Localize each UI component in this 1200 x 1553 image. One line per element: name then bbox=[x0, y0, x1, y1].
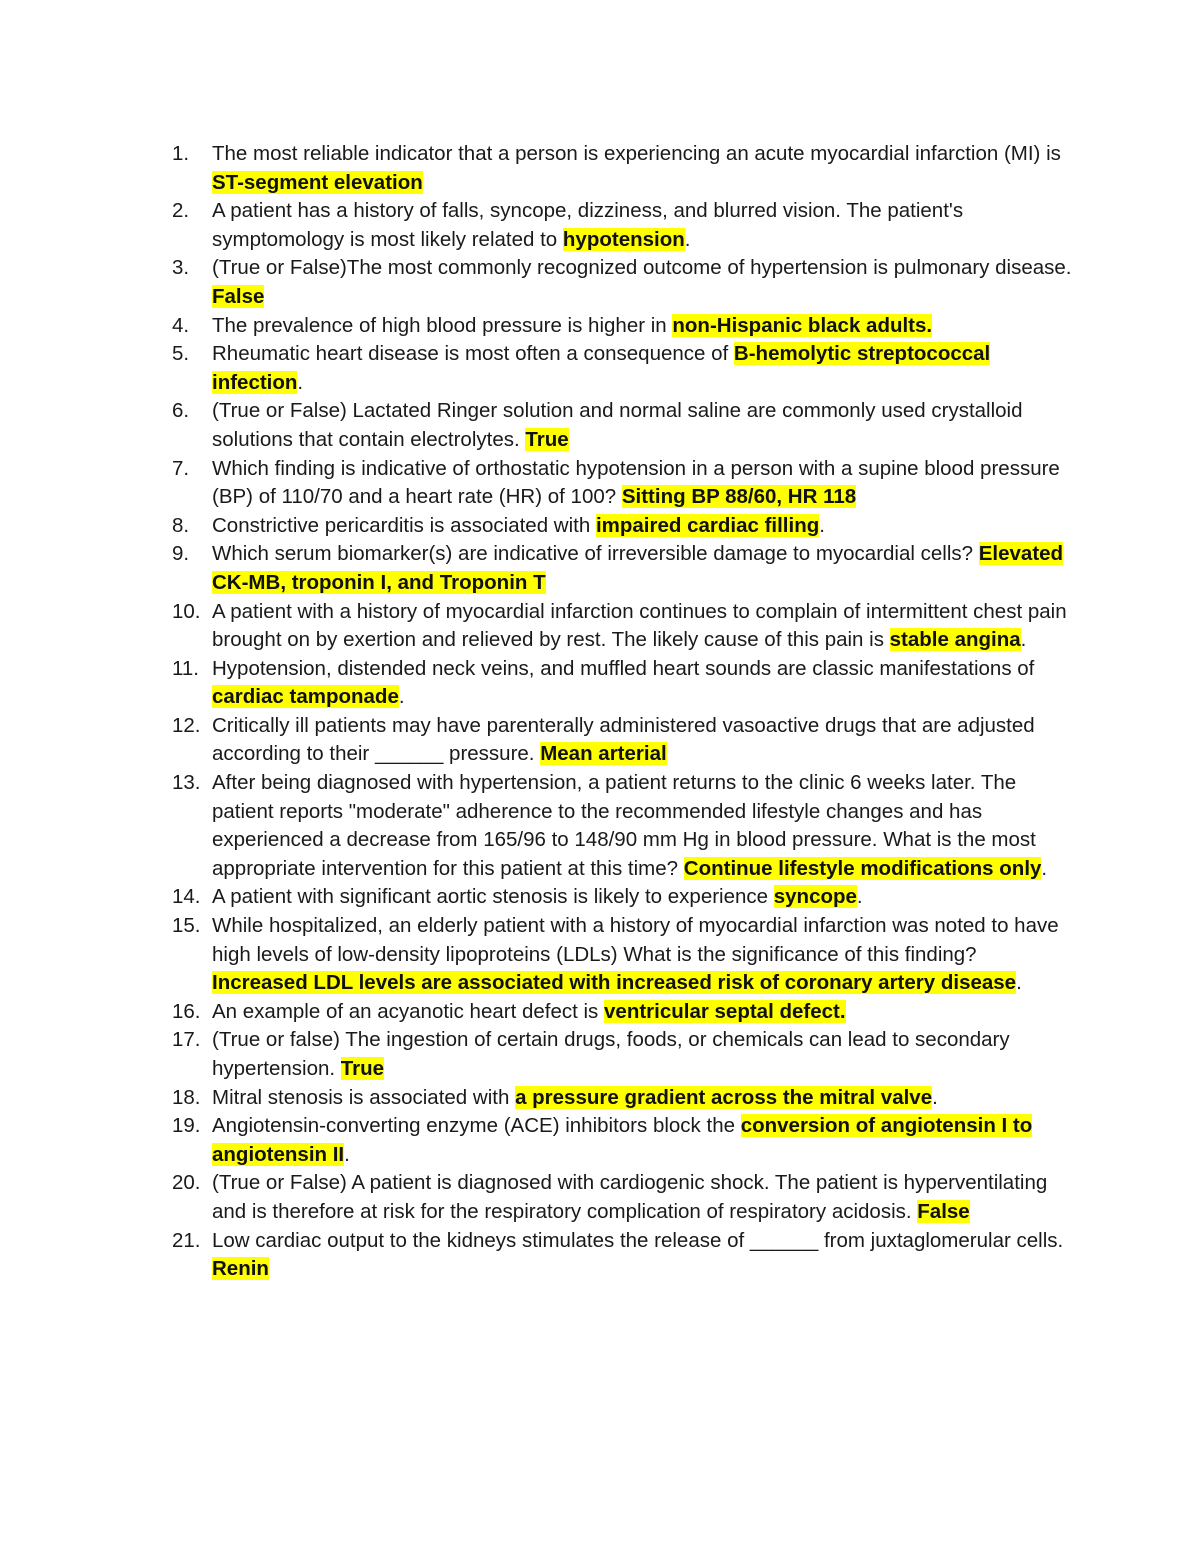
question-number: 20. bbox=[172, 1171, 201, 1195]
list-item bbox=[172, 712, 1072, 769]
question-number: 21. bbox=[172, 1228, 201, 1252]
list-item bbox=[172, 512, 1072, 541]
question-text: Critically ill patients may have parenterally administered vasoactive drugs that are adjusted according to their ______ pressure. bbox=[212, 713, 1035, 766]
list-item bbox=[172, 455, 1072, 512]
list-item bbox=[172, 1169, 1072, 1226]
list-item bbox=[172, 912, 1072, 998]
question-text: The prevalence of high blood pressure is higher in bbox=[212, 313, 673, 337]
question-text: . bbox=[819, 513, 825, 537]
question-number: 13. bbox=[172, 771, 201, 795]
question-number: 6. bbox=[172, 399, 190, 423]
question-number: 4. bbox=[172, 313, 190, 337]
highlighted-answer: Increased LDL levels are associated with increased risk of coronary artery disease bbox=[212, 971, 1017, 995]
list-item bbox=[172, 140, 1072, 197]
question-number: 15. bbox=[172, 914, 201, 938]
question-number: 1. bbox=[172, 142, 190, 165]
question-text: A patient has a history of falls, syncope, dizziness, and blurred vision. The patient's symptomology is most likely related to bbox=[212, 199, 964, 251]
question-text: . bbox=[1041, 856, 1048, 880]
question-number: 16. bbox=[172, 999, 201, 1023]
question-number: 11. bbox=[172, 656, 199, 680]
highlighted-answer: True bbox=[525, 427, 569, 451]
question-number: 12. bbox=[172, 713, 201, 737]
question-text: Constrictive pericarditis is associated with bbox=[212, 513, 596, 537]
highlighted-answer: cardiac tamponade bbox=[212, 685, 399, 709]
question-text: Mitral stenosis is associated with bbox=[212, 1085, 516, 1109]
list-item bbox=[172, 197, 1072, 254]
highlighted-answer: False bbox=[917, 1199, 970, 1223]
question-text: (True or False) Lactated Ringer solution and normal saline are commonly used crystalloid solutions that contain electrolytes. bbox=[212, 399, 1023, 451]
highlighted-answer: syncope bbox=[773, 885, 857, 909]
highlighted-answer: B-hemolytic streptococcal infection bbox=[212, 342, 991, 394]
highlighted-answer: Mean arterial bbox=[540, 742, 667, 766]
question-list bbox=[172, 140, 1072, 1284]
question-text: Hypotension, distended neck veins, and muffled heart sounds are classic manifestations of bbox=[212, 656, 1035, 680]
question-text: An example of an acyanotic heart defect is bbox=[212, 999, 605, 1023]
question-text: (True or False)The most commonly recognized outcome of hypertension is pulmonary disease. bbox=[212, 256, 1072, 280]
question-text: Rheumatic heart disease is most often a consequence of bbox=[212, 342, 734, 366]
list-item bbox=[172, 598, 1072, 655]
highlighted-answer: Elevated CK-MB, troponin I, and Troponin T bbox=[212, 542, 1064, 594]
highlighted-answer: impaired cardiac filling bbox=[595, 513, 820, 537]
question-text: . bbox=[297, 370, 304, 394]
question-number: 2. bbox=[172, 199, 190, 223]
highlighted-answer: a pressure gradient across the mitral valve bbox=[515, 1085, 933, 1109]
question-text: (True or False) A patient is diagnosed with cardiogenic shock. The patient is hyperventilating and is therefore at risk for the respiratory complication of respiratory acidosis. bbox=[212, 1171, 1048, 1223]
highlighted-answer: conversion of angiotensin I to angiotensin II bbox=[212, 1114, 1033, 1166]
question-number: 5. bbox=[172, 342, 190, 366]
question-number: 14. bbox=[172, 885, 201, 909]
question-number: 19. bbox=[172, 1114, 201, 1138]
question-number: 8. bbox=[172, 513, 190, 537]
question-text: The most reliable indicator that a person is experiencing an acute myocardial infarction (MI) is bbox=[212, 142, 1061, 165]
list-item bbox=[172, 1084, 1072, 1113]
highlighted-answer: Sitting BP 88/60, HR 118 bbox=[621, 485, 857, 509]
highlighted-answer: ST-segment elevation bbox=[212, 170, 423, 194]
question-text: Angiotensin-converting enzyme (ACE) inhibitors block the bbox=[212, 1114, 741, 1138]
question-text: . bbox=[344, 1142, 350, 1166]
question-text: A patient with significant aortic stenosis is likely to experience bbox=[212, 885, 774, 909]
question-number: 9. bbox=[172, 542, 190, 566]
question-text: While hospitalized, an elderly patient with a history of myocardial infarction was noted to have high levels of low-density lipoproteins (LDLs) What is the significance of this finding? bbox=[212, 914, 1059, 966]
list-item bbox=[172, 998, 1072, 1027]
highlighted-answer: Renin bbox=[212, 1257, 269, 1281]
highlighted-answer: True bbox=[340, 1057, 385, 1080]
question-text: . bbox=[398, 685, 405, 709]
list-item bbox=[172, 254, 1072, 311]
highlighted-answer: non-Hispanic black adults. bbox=[672, 313, 933, 337]
list-item bbox=[172, 1227, 1072, 1284]
highlighted-answer: stable angina bbox=[889, 628, 1021, 652]
highlighted-answer: ventricular septal defect. bbox=[604, 999, 846, 1023]
question-text: . bbox=[1016, 971, 1022, 995]
question-number: 17. bbox=[172, 1028, 201, 1052]
question-text: . bbox=[684, 227, 691, 251]
list-item bbox=[172, 340, 1072, 397]
highlighted-answer: False bbox=[212, 284, 265, 308]
question-number: 18. bbox=[172, 1085, 201, 1109]
list-item bbox=[172, 655, 1072, 712]
highlighted-answer: Continue lifestyle modifications only bbox=[683, 856, 1042, 880]
question-text: Low cardiac output to the kidneys stimulates the release of ______ from juxtaglomerular cells. bbox=[212, 1228, 1064, 1252]
question-number: 10. bbox=[172, 599, 201, 623]
question-text: . bbox=[856, 885, 863, 909]
question-number: 7. bbox=[172, 456, 190, 480]
list-item bbox=[172, 769, 1072, 883]
question-text: A patient with a history of myocardial infarction continues to complain of intermittent chest pain brought on by exertion and relieved by rest. The likely cause of this pain is bbox=[212, 599, 1067, 652]
list-item bbox=[172, 1026, 1072, 1083]
question-text: (True or false) The ingestion of certain drugs, foods, or chemicals can lead to secondary hypertension. bbox=[212, 1028, 1010, 1080]
list-item bbox=[172, 397, 1072, 454]
question-text: . bbox=[1020, 628, 1027, 652]
list-item bbox=[172, 312, 1072, 341]
list-item bbox=[172, 883, 1072, 912]
question-text: After being diagnosed with hypertension, a patient returns to the clinic 6 weeks later. The patient reports "moderate" adherence to the recommended lifestyle changes and has experienced a decrease from 165/96 to 148/90 mm Hg in blood pressure. What is the most appropriate intervention for this patient at this time? bbox=[212, 771, 1036, 880]
highlighted-answer: hypotension bbox=[562, 227, 685, 251]
list-item bbox=[172, 1112, 1072, 1169]
list-item bbox=[172, 540, 1072, 597]
question-number: 3. bbox=[172, 256, 190, 280]
question-text: . bbox=[932, 1085, 938, 1109]
question-text: Which serum biomarker(s) are indicative of irreversible damage to myocardial cells? bbox=[212, 542, 979, 566]
question-text: Which finding is indicative of orthostatic hypotension in a person with a supine blood pressure (BP) of 110/70 and a heart rate (HR) of 100? bbox=[212, 456, 1060, 509]
